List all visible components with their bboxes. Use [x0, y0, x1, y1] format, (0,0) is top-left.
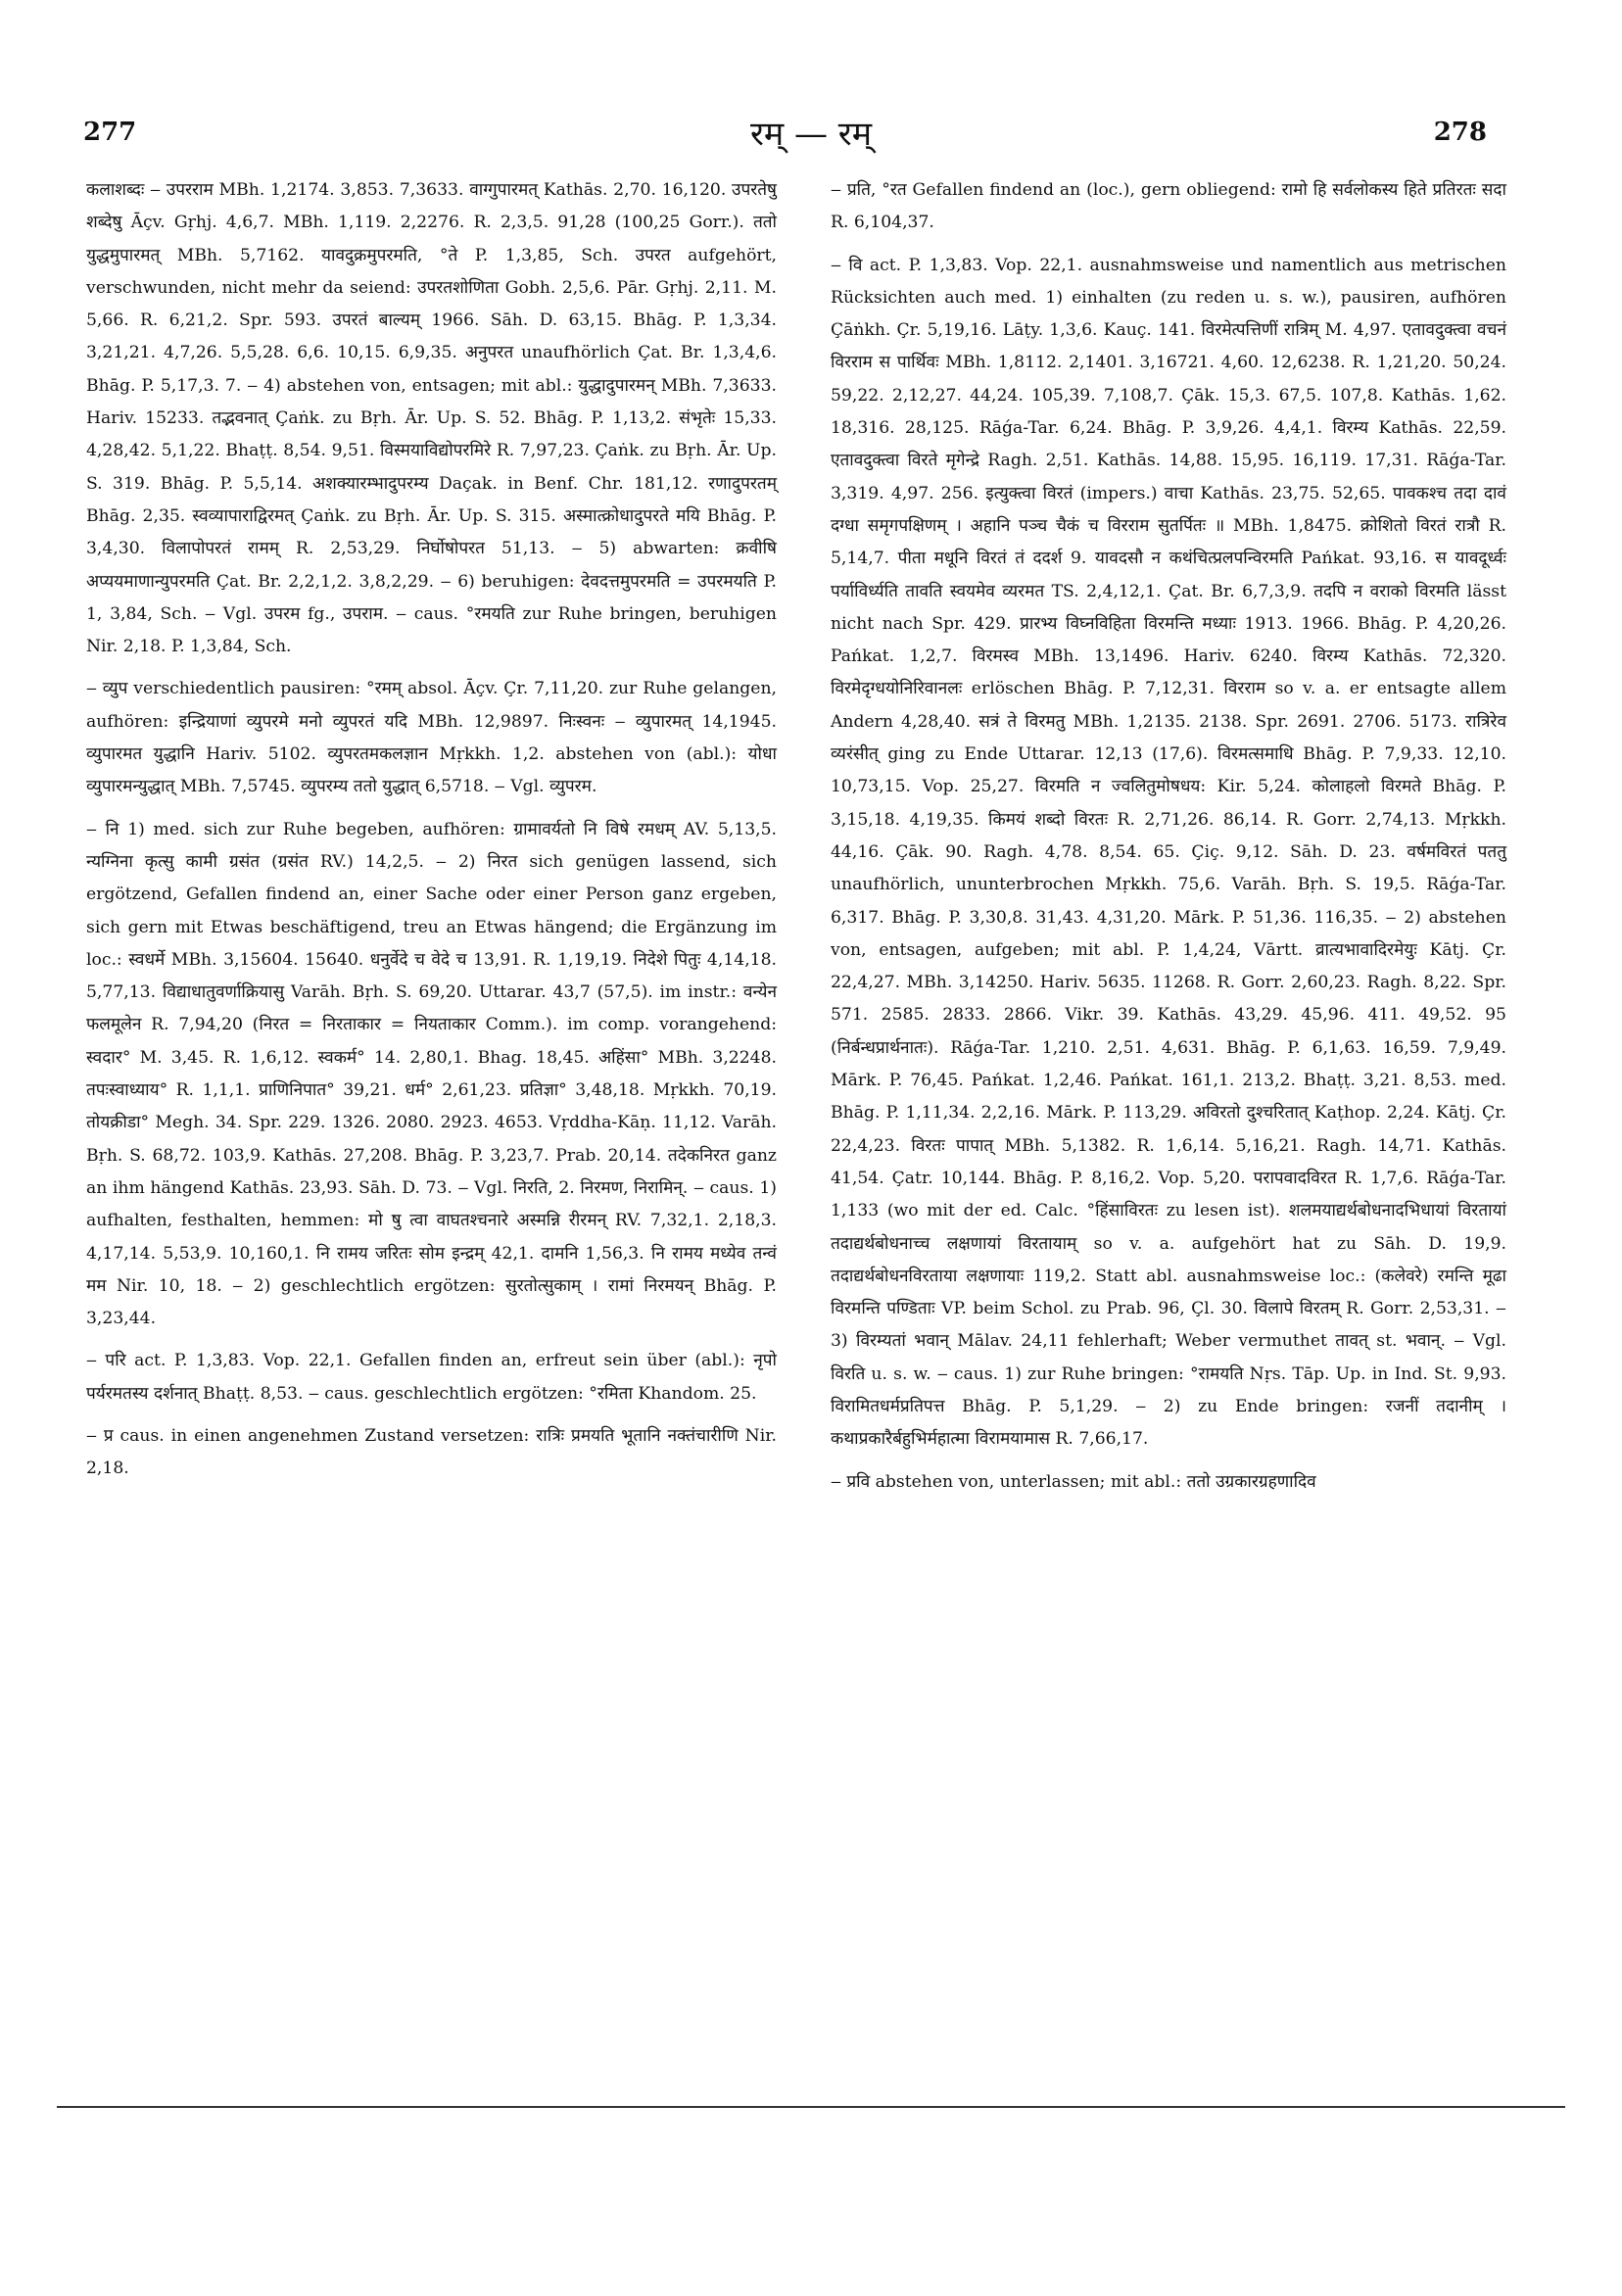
paragraph-ni: ‒ नि 1) med. sich zur Ruhe begeben, aufhören: ग्रामावर्यतो नि विषे रमधम् AV. 5,13,5. न्यग्निना कृत्सु कामी ग्रसंत (ग्रसंत RV.) 14,2,5. ‒ 2) निरत sich genügen lassend, sich ergötzend, Gefallen findend an, einer Sache oder einer Person ganz ergeben, sich gern mit Etwas beschäftigend, treu an Etwas hängend; die Ergänzung im loc.: स्वधर्मे MBh. 3,15604. 15640. धनुर्वेदे च वेदे च 13,91. R. 1,19,19. निदेशे पितुः 4,14,18. 5,77,13. विद्याधातुवर्णाक्रियासु Varāh. Bṛh. S. 69,20. Uttarar. 43,7 (57,5). im instr.: वन्येन फलमूलेन R. 7,94,20 (निरत = निरताकार = नियताकार Comm.). im comp. vorangehend: स्वदार° M. 3,45. R. 1,6,12. स्वकर्म° 14. 2,80,1. Bhag. 18,45. अहिंसा° MBh. 3,2248. तपःस्वाध्याय° R. 1,1,1. प्राणिनिपात° 39,21. धर्म° 2,61,23. प्रतिज्ञा° 3,48,18. Mṛkkh. 70,19. तोयक्रीडा° Megh. 34. Spr. 229. 1326. 2080. 2923. 4653. Vṛddha-Kāṇ. 11,12. Varāh. Bṛh. S. 68,72. 103,9. Kathās. 27,208. Bhāg. P. 3,23,7. Prab. 20,14. तदेकनिरत ganz an ihm hängend Kathās. 23,93. Sāh. D. 73. ‒ Vgl. निरति, 2. निरमण, निरामिन्. ‒ caus. 1) aufhalten, festhalten, hemmen: मो षु त्वा वाघतश्चनारे अस्मन्नि रीरमन् RV. 7,32,1. 2,18,3. 4,17,14. 5,53,9. 10,160,1. नि रामय जरितः सोम इन्द्रम् 42,1. दामनि 1,56,3. नि रामय मध्येव तन्वं मम Nir. 10, 18. ‒ 2) geschlechtlich ergötzen: सुरतोत्सुकाम् । रामां निरमयन् Bhāg. P. 3,23,44. [86, 819, 777, 1329]
left-column [86, 174, 777, 1486]
paragraph-upa-continued: कलाशब्दः ‒ उपरराम MBh. 1,2174. 3,853. 7,3633. वाग्गुपारमत् Kathās. 2,70. 16,120. उपरतेषु शब्देषु Āçv. Gṛhj. 4,6,7. MBh. 1,119. 2,2276. R. 2,3,5. 91,28 (100,25 Gorr.). ततो युद्धमुपारमत् MBh. 5,7162. यावदुक्रमुपरमति, °ते P. 1,3,85, Sch. उपरत aufgehört, verschwunden, nicht mehr da seiend: उपरतशोणिता Gobh. 2,5,6. Pār. Gṛhj. 2,11. M. 5,66. R. 6,21,2. Spr. 593. उपरतं बाल्यम् 1966. Sāh. D. 63,15. Bhāg. P. 1,3,34. 3,21,21. 4,7,26. 5,5,28. 6,6. 10,15. 6,9,35. अनुपरत unaufhörlich Çat. Br. 1,3,4,6. Bhāg. P. 5,17,3. 7. ‒ 4) abstehen von, entsagen; mit abl.: युद्धादुपारमन् MBh. 7,3633. Hariv. 15233. तद्भवनात् Çaṅk. zu Bṛh. Ār. Up. S. 52. Bhāg. P. 1,13,2. संभृतेः 15,33. 4,28,42. 5,1,22. Bhaṭṭ. 8,54. 9,51. विस्मयाविद्योपरमिरे R. 7,97,23. Çaṅk. zu Bṛh. Ār. Up. S. 319. Bhāg. P. 5,5,14. अशक्यारम्भादुपरम्य Daçak. in Benf. Chr. 181,12. रणादुपरतम् Bhāg. 2,35. स्वव्यापाराद्विरमत् Çaṅk. zu Bṛh. Ār. Up. S. 315. अस्मात्क्रोधादुपरते मयि Bhāg. P. 3,4,30. विलापोपरतं रामम् R. 2,53,29. निर्घोषोपरत 51,13. ‒ 5) abwarten: क्रवीषि अप्ययमाणान्युपरमति Çat. Br. 2,2,1,2. 3,8,2,29. ‒ 6) beruhigen: देवदत्तमुपरमति = उपरमयति P. 1, 3,84, Sch. ‒ Vgl. उपरम fg., उपराम. ‒ caus. °रमयति zur Ruhe bringen, beruhigen Nir. 2,18. P. 1,3,84, Sch. [86, 180, 777, 657]
page-header [0, 110, 1622, 159]
paragraph-pravi: ‒ प्रवि abstehen von, unterlassen; mit abl.: ततो उग्रकारग्रहणादिव [831, 1471, 1316, 1492]
paragraph-pra: ‒ प्र caus. in einen angenehmen Zustand versetzen: रात्रिः प्रमयति भूतानि नक्तंचारीणि Nir. 2,18. [86, 1425, 777, 1479]
right-column [831, 174, 1506, 1499]
paragraph-vyupa: ‒ व्युप verschiedentlich pausiren: °रमम् absol. Āçv. Çr. 7,11,20. zur Ruhe gelangen, aufhören: इन्द्रियाणां व्युपरमे मनो व्युपरतं यदि MBh. 12,9897. निःस्वनः ‒ व्युपारमत् 14,1945. व्युपारमत युद्धानि Hariv. 5102. व्युपरतमकलज्ञान Mṛkkh. 1,2. abstehen von (abl.): योधा व्युपारमन्युद्धात् MBh. 7,5745. व्युपरम्य ततो युद्धात् 6,5718. ‒ Vgl. व्युपरम. [86, 679, 777, 797]
paragraph-vi: ‒ वि act. P. 1,3,83. Vop. 22,1. ausnahmsweise und namentlich aus metrischen Rücksichten auch med. 1) einhalten (zu reden u. s. w.), pausiren, aufhören Çāṅkh. Çr. 5,19,16. Lāṭy. 1,3,6. Kauç. 141. विरमेत्पत्तिणीं रात्रिम् M. 4,97. एतावदुक्त्वा वचनं विरराम स पार्थिवः MBh. 1,8112. 2,1401. 3,16721. 4,60. 12,6238. R. 1,21,20. 50,24. 59,22. 2,12,27. 44,24. 105,39. 7,108,7. Çāk. 15,3. 67,5. 107,8. Kathās. 1,62. 18,316. 28,125. Rāǵa-Tar. 6,24. Bhāg. P. 3,9,26. 4,4,1. विरम्य Kathās. 22,59. एतावदुक्त्वा विरते मृगेन्द्रे Ragh. 2,51. Kathās. 14,88. 15,95. 16,119. 17,31. Rāǵa-Tar. 3,319. 4,97. 256. इत्युक्त्वा विरतं (impers.) वाचा Kathās. 23,75. 52,65. पावकश्च तदा दावं दग्धा समृगपक्षिणम् । अहानि पञ्च चैकं च विरराम सुतर्पितः ॥ MBh. 1,8475. क्रोशितो विरतं रात्रौ R. 5,14,7. पीता मधूनि विरतं तं ददर्श 9. यावदसौ न कथंचित्प्रलपन्विरमति Pańkat. 93,16. स यावदूर्ध्वः पर्याविर्ध्यति तावति स्वयमेव व्यरमत TS. 2,4,12,1. Çat. Br. 6,7,3,9. तदपि न वराको विरमति lässt nicht nach Spr. 429. प्रारभ्य विघ्नविहिता विरमन्ति मध्याः 1913. 1966. Bhāg. P. 4,20,26. Pańkat. 1,2,7. विरमस्व MBh. 13,1496. Hariv. 6240. विरम्य Kathās. 72,320. विरमेदृग्धयोनिरिवानलः erlöschen Bhāg. P. 7,12,31. विरराम so v. a. er entsagte allem Andern 4,28,40. सत्रं ते विरमतु MBh. 1,2135. 2138. Spr. 2691. 2706. 5173. रात्रिरेव व्यरंसीत् ging zu Ende Uttarar. 12,13 (17,6). विरमत्समाधि Bhāg. P. 7,9,33. 12,10. 10,73,15. Vop. 25,27. विरमति न ज्वलितुमोषधय: Kir. 5,24. कोलाहलो विरमते Bhāg. P. 3,15,18. 4,19,35. किमयं शब्दो विरतः R. 2,71,26. 86,14. R. Gorr. 2,74,13. Mṛkkh. 44,16. Çāk. 90. Ragh. 4,78. 8,54. 65. Çiç. 9,12. Sāh. D. 23. वर्षमविरतं पततु unaufhörlich, ununterbrochen Mṛkkh. 75,6. Varāh. Bṛh. S. 19,5. Rāǵa-Tar. 6,317. Bhāg. P. 3,30,8. 31,43. 4,31,20. Mārk. P. 51,36. 116,35. ‒ 2) abstehen von, entsagen, aufgeben; mit abl. P. 1,4,24, Vārtt. व्रात्यभावादिरमेयुः Kātj. Çr. 22,4,27. MBh. 3,14250. Hariv. 5635. 11268. R. Gorr. 2,60,23. Ragh. 8,22. Spr. 571. 2585. 2833. 2866. Vikr. 39. Kathās. 43,29. 45,96. 411. 49,52. 95 (निर्बन्धप्रार्थनातः). Rāǵa-Tar. 1,210. 2,51. 4,631. Bhāg. P. 6,1,63. 16,59. 7,9,49. Mārk. P. 76,45. Pańkat. 1,2,46. Pańkat. 161,1. 213,2. Bhaṭṭ. 3,21. 8,53. med. Bhāg. P. 1,11,34. 2,2,16. Mārk. P. 113,29. अविरतो दुश्चरितात् Kaṭhop. 2,24. Kātj. Çr. 22,4,23. विरतः पापात् MBh. 5,1382. R. 1,6,14. 5,16,21. Ragh. 14,71. Kathās. 41,54. Çatr. 10,144. Bhāg. P. 8,16,2. Vop. 5,20. परापवादविरत R. 1,7,6. Rāǵa-Tar. 1,133 (wo mit der ed. Calc. °हिंसाविरतः zu lesen ist). शलमयाद्यर्थबोधनादभिधायां विरतायां तदाद्यर्थबोधनाच्च लक्षणायां विरतायाम् so v. a. aufgehört hat zu Sāh. D. 19,9. तदाद्यर्थबोधनविरताया लक्षणायाः 119,2. Statt abl. ausnahmsweise loc.: (कलेवरे) रमन्ति मूढा विरमन्ति पण्डिताः VP. beim Schol. zu Prab. 96, Çl. 30. विलापे विरतम् R. Gorr. 2,53,31. ‒ 3) विरम्यतां भवान् Mālav. 24,11 fehlerhaft; Weber vermuthet तावत् st. भवान्. ‒ Vgl. विरति u. s. w. ‒ caus. 1) zur Ruhe bringen: °रामयति Nṛs. Tāp. Up. in Ind. St. 9,93. विरामितधर्मप्रतिपत्त Bhāg. P. 5,1,29. ‒ 2) zu Ende bringen: रजनीं तदानीम् । कथाप्रकारैर्बहुभिर्महात्मा विरामयामास R. 7,66,17. [831, 255, 1506, 1450]
left-page-number: 277 [83, 118, 137, 147]
paragraph-pari: ‒ परि act. P. 1,3,83. Vop. 22,1. Gefallen finden an, erfreut sein über (abl.): नृपो पर्यरमतस्य दर्शनात् Bhaṭṭ. 8,53. ‒ caus. geschlechtlich ergötzen: °रमिता Khandom. 25. [86, 1351, 777, 1404]
footer-rule [57, 2106, 1565, 2108]
right-page-number: 278 [1433, 118, 1487, 147]
paragraph-prati: ‒ प्रति, °रत Gefallen findend an (loc.), gern obliegend: रामो हि सर्वलोकस्य हिते प्रतिरतः सदा R. 6,104,37. [831, 180, 1506, 233]
page-title: रम् — रम् [749, 115, 873, 154]
